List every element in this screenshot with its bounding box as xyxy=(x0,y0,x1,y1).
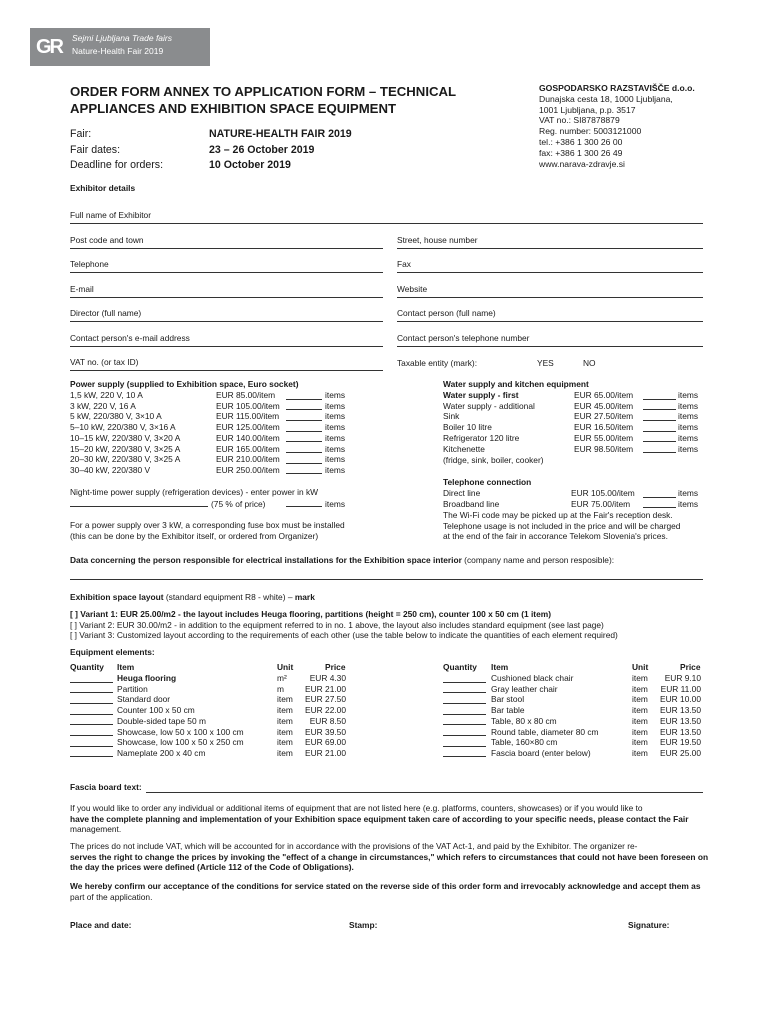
equipment-unit: item xyxy=(632,726,648,737)
paragraph-2 xyxy=(70,841,710,873)
telephone-qty-input[interactable] xyxy=(643,507,676,508)
fuse-note-line: For a power supply over 3 kW, a corresponding fuse box must be installed xyxy=(70,520,345,530)
power-item-price: EUR 105.00/item xyxy=(216,400,280,411)
water-item-price: EUR 45.00/item xyxy=(574,400,634,411)
water-item-price: EUR 55.00/item xyxy=(574,432,634,443)
equipment-unit: m xyxy=(277,683,284,694)
exhibitor-heading: Exhibitor details xyxy=(70,183,136,193)
equipment-price: EUR 9.10 xyxy=(664,673,701,683)
equipment-unit: item xyxy=(277,726,293,737)
p1-bold: have the complete planning and implementation of your Exhibition space equipment taken care of according to your specific needs, please contact the Fair xyxy=(70,813,689,824)
equipment-price: EUR 13.50 xyxy=(660,726,701,737)
field-label: Fax xyxy=(397,259,411,269)
equipment-unit: item xyxy=(632,694,648,705)
power-item-label: 20–30 kW, 220/380 V, 3×25 A xyxy=(70,454,181,465)
equipment-item: Showcase, low 100 x 50 x 250 cm xyxy=(117,737,244,748)
equipment-qty-input[interactable] xyxy=(443,714,486,715)
street-field[interactable] xyxy=(397,235,703,249)
director-field[interactable] xyxy=(70,308,383,322)
stamp-label: Stamp: xyxy=(349,920,378,930)
power-unit: items xyxy=(325,454,346,465)
equipment-item: Bar stool xyxy=(491,694,525,705)
water-unit: items xyxy=(678,400,699,411)
header-line1: Sejmi Ljubljana Trade fairs xyxy=(72,33,172,43)
equipment-item: Cushioned black chair xyxy=(491,673,574,683)
water-item-label: Sink xyxy=(443,411,460,422)
equipment-price: EUR 10.00 xyxy=(660,694,701,705)
power-qty-input[interactable] xyxy=(286,452,322,453)
eq-col-unit: Unit xyxy=(632,662,649,672)
telephone-note: at the end of the fair in accorance Telekom Slovenia's prices. xyxy=(443,531,668,542)
telephone-item-label: Broadband line xyxy=(443,498,500,509)
layout-heading-bold: Exhibition space layout xyxy=(70,592,164,602)
company-info xyxy=(539,83,695,169)
equipment-qty-input[interactable] xyxy=(70,735,113,736)
meta-label: Fair: xyxy=(70,128,92,140)
fax-field[interactable] xyxy=(397,259,703,273)
power-unit: items xyxy=(325,422,346,433)
field-label: Full name of Exhibitor xyxy=(70,210,151,220)
equipment-item: Round table, diameter 80 cm xyxy=(491,726,599,737)
equipment-qty-input[interactable] xyxy=(443,724,486,725)
eq-col-item: Item xyxy=(491,662,509,672)
company-name: GOSPODARSKO RAZSTAVIŠČE d.o.o. xyxy=(539,83,695,93)
equipment-unit: item xyxy=(277,737,293,748)
eq-col-quantity: Quantity xyxy=(443,662,477,672)
eq-col-quantity: Quantity xyxy=(70,662,104,672)
field-label: Contact person's e-mail address xyxy=(70,333,190,343)
equipment-item: Heuga flooring xyxy=(117,673,177,683)
telephone-note: The Wi-Fi code may be picked up at the Fair's reception desk. xyxy=(443,510,673,520)
telephone-item-price: EUR 75.00/item xyxy=(571,498,631,509)
taxable-yes[interactable]: YES xyxy=(537,358,554,368)
electrical-line[interactable] xyxy=(70,579,703,580)
equipment-item: Gray leather chair xyxy=(491,683,558,694)
water-unit: items xyxy=(678,422,699,433)
p3-end: part of the application. xyxy=(70,891,153,902)
company-line: VAT no.: SI87878879 xyxy=(539,115,620,126)
taxable-no[interactable]: NO xyxy=(583,358,596,368)
layout-variants xyxy=(70,609,618,641)
power-unit: items xyxy=(325,464,346,475)
water-unit: items xyxy=(678,432,699,443)
water-unit: items xyxy=(678,411,699,422)
power-item-label: 10–15 kW, 220/380 V, 3×20 A xyxy=(70,432,181,443)
meta-value: NATURE-HEALTH FAIR 2019 xyxy=(209,128,352,140)
header-text xyxy=(72,32,172,58)
equipment-unit: item xyxy=(632,683,648,694)
equipment-price: EUR 39.50 xyxy=(305,726,346,737)
electrical-text xyxy=(70,555,614,566)
signature-label: Signature: xyxy=(628,920,670,930)
equipment-qty-input[interactable] xyxy=(70,682,113,683)
power-item-label: 30–40 kW, 220/380 V xyxy=(70,464,151,475)
full-name-field[interactable] xyxy=(70,210,703,224)
vat-field[interactable] xyxy=(70,357,383,371)
power-item-price: EUR 250.00/item xyxy=(216,464,280,475)
power-qty-input[interactable] xyxy=(286,441,322,442)
water-qty-input[interactable] xyxy=(643,420,676,421)
taxable-label: Taxable entity (mark): xyxy=(397,358,478,368)
eq-col-price: Price xyxy=(325,662,346,672)
layout-heading xyxy=(70,592,315,603)
equipment-price: EUR 4.30 xyxy=(309,673,346,683)
equipment-unit: item xyxy=(277,715,293,726)
meta-value: 10 October 2019 xyxy=(209,159,291,171)
power-item-label: 5–10 kW, 220/380 V, 3×16 A xyxy=(70,422,176,433)
p1-normal: If you would like to order any individual or additional items of equipment that are not listed here (e.g. platforms, counters, showcases) or if you would like to xyxy=(70,803,643,813)
p2-normal: The prices do not include VAT, which will be accounted for in accordance with the provisions of the VAT Act-1, and paid by the Exhibitor. The organizer re- xyxy=(70,841,638,851)
power-item-price: EUR 140.00/item xyxy=(216,432,280,443)
electrical-normal: (company name and person resposible): xyxy=(461,555,615,565)
electrical-bold: Data concerning the person responsible for electrical installations for the Exhibition space interior xyxy=(70,555,462,565)
layout-heading-normal: (standard equipment R8 - white) – xyxy=(163,592,295,602)
water-item-label: Water supply - additional xyxy=(443,400,535,411)
eq-col-unit: Unit xyxy=(277,662,294,672)
equipment-price: EUR 11.00 xyxy=(660,683,701,694)
layout-heading-mark: mark xyxy=(294,592,315,602)
eq-col-price: Price xyxy=(680,662,701,672)
telephone-heading: Telephone connection xyxy=(443,477,532,487)
equipment-price: EUR 27.50 xyxy=(305,694,346,705)
field-label: Contact person's telephone number xyxy=(397,333,530,343)
telephone-unit: items xyxy=(678,488,699,498)
equipment-qty-input[interactable] xyxy=(70,724,113,725)
field-label: Street, house number xyxy=(397,235,478,245)
telephone-item-price: EUR 105.00/item xyxy=(571,488,635,498)
water-item-label: Refrigerator 120 litre xyxy=(443,432,520,443)
equipment-unit: m² xyxy=(277,673,287,683)
power-qty-input[interactable] xyxy=(286,431,322,432)
field-label: Telephone xyxy=(70,259,109,269)
power-item-price: EUR 125.00/item xyxy=(216,422,280,433)
water-qty-input[interactable] xyxy=(643,399,676,400)
equipment-qty-input[interactable] xyxy=(443,756,486,757)
water-qty-input[interactable] xyxy=(643,452,676,453)
equipment-item: Table, 80 x 80 cm xyxy=(491,715,557,726)
power-unit: items xyxy=(325,411,346,422)
equipment-qty-input[interactable] xyxy=(70,714,113,715)
p2-bold: the day the prices were defined (Article 112 of the Code of Obligations). xyxy=(70,862,354,873)
equipment-qty-input[interactable] xyxy=(443,682,486,683)
power-qty-input[interactable] xyxy=(286,473,322,474)
equipment-qty-input[interactable] xyxy=(443,692,486,693)
water-item-price: EUR 98.50/item xyxy=(574,443,634,454)
power-item-price: EUR 210.00/item xyxy=(216,454,280,465)
field-label: Director (full name) xyxy=(70,308,142,318)
field-label: Website xyxy=(397,284,428,294)
night-power-blank[interactable] xyxy=(70,506,208,507)
equipment-price: EUR 21.00 xyxy=(305,747,346,758)
equipment-unit: item xyxy=(632,747,648,758)
equipment-item: Double-sided tape 50 m xyxy=(117,715,206,726)
contact-person-field[interactable] xyxy=(397,308,703,322)
night-power-pct: (75 % of price) xyxy=(211,499,266,509)
power-item-price: EUR 165.00/item xyxy=(216,443,280,454)
equipment-item: Fascia board (enter below) xyxy=(491,747,591,758)
water-item-price: EUR 27.50/item xyxy=(574,411,634,422)
fascia-label: Fascia board text: xyxy=(70,782,142,792)
post-code-field[interactable] xyxy=(70,235,383,249)
equipment-item: Counter 100 x 50 cm xyxy=(117,705,195,716)
night-power-qty[interactable] xyxy=(286,506,322,507)
telephone-notes xyxy=(443,510,680,542)
equipment-price: EUR 22.00 xyxy=(305,705,346,716)
equipment-item: Showcase, low 50 x 100 x 100 cm xyxy=(117,726,244,737)
water-item-label: Boiler 10 litre xyxy=(443,422,492,433)
power-item-price: EUR 85.00/item xyxy=(216,390,276,400)
place-date-label: Place and date: xyxy=(70,920,132,930)
power-unit: items xyxy=(325,390,346,400)
power-qty-input[interactable] xyxy=(286,463,322,464)
p1-end: management. xyxy=(70,824,122,835)
fuse-note xyxy=(70,520,345,541)
meta-value: 23 – 26 October 2019 xyxy=(209,143,315,156)
equipment-price: EUR 19.50 xyxy=(660,737,701,748)
fuse-note-line: (this can be done by the Exhibitor itself, or ordered from Organizer) xyxy=(70,530,319,541)
water-unit: items xyxy=(678,443,699,454)
p3-bold: We hereby confirm our acceptance of the conditions for service stated on the reverse side of this order form and irrevocably acknowledge and accept them as xyxy=(70,881,701,891)
equipment-unit: item xyxy=(632,737,648,748)
equipment-price: EUR 25.00 xyxy=(660,747,701,758)
power-unit: items xyxy=(325,432,346,443)
page-title: ORDER FORM ANNEX TO APPLICATION FORM – TECHNICAL APPLIANCES AND EXHIBITION SPACE EQUIPMENT xyxy=(70,84,456,116)
equipment-item: Partition xyxy=(117,683,148,694)
equipment-unit: item xyxy=(277,747,293,758)
fair-meta-labels xyxy=(70,127,163,174)
equipment-price: EUR 69.00 xyxy=(305,737,346,748)
night-power-text: Night-time power supply (refrigeration devices) - enter power in kW xyxy=(70,487,319,497)
company-line: Dunajska cesta 18, 1000 Ljubljana, xyxy=(539,93,673,104)
paragraph-1 xyxy=(70,803,710,835)
power-unit: items xyxy=(325,400,346,411)
company-line: fax: +386 1 300 26 49 xyxy=(539,147,623,158)
power-item-label: 5 kW, 220/380 V, 3×10 A xyxy=(70,411,162,422)
power-qty-input[interactable] xyxy=(286,399,322,400)
water-item-label: Water supply - first xyxy=(443,390,519,400)
fascia-input[interactable] xyxy=(146,792,703,793)
power-unit: items xyxy=(325,443,346,454)
equipment-unit: item xyxy=(277,694,293,705)
company-line: www.narava-zdravje.si xyxy=(539,158,625,169)
equipment-item: Bar table xyxy=(491,705,525,716)
equipment-qty-input[interactable] xyxy=(443,735,486,736)
gr-logo: GR xyxy=(36,36,62,58)
equipment-heading: Equipment elements: xyxy=(70,647,155,657)
meta-label: Deadline for orders: xyxy=(70,159,164,171)
paragraph-3 xyxy=(70,881,710,902)
water-qty-input[interactable] xyxy=(643,431,676,432)
header-line2: Nature-Health Fair 2019 xyxy=(72,46,164,56)
company-line: Reg. number: 5003121000 xyxy=(539,126,642,137)
website-field[interactable] xyxy=(397,284,703,298)
contact-phone-field[interactable] xyxy=(397,333,703,347)
power-item-label: 1,5 kW, 220 V, 10 A xyxy=(70,390,143,400)
email-field[interactable] xyxy=(70,284,383,298)
equipment-unit: item xyxy=(277,705,293,716)
field-label: Contact person (full name) xyxy=(397,308,496,318)
equipment-qty-input[interactable] xyxy=(70,756,113,757)
equipment-price: EUR 8.50 xyxy=(309,715,346,726)
telephone-unit: items xyxy=(678,498,699,509)
water-item-price: EUR 16.50/item xyxy=(574,422,634,433)
equipment-unit: item xyxy=(632,673,648,683)
night-power-unit: items xyxy=(325,499,346,509)
power-item-price: EUR 115.00/item xyxy=(216,411,280,422)
variant-2[interactable]: [ ] Variant 2: EUR 30.00/m2 - in addition to the equipment referred to in no. 1 above, the layout also includes standard equipment (see last page) xyxy=(70,619,604,630)
company-line: tel.: +386 1 300 26 00 xyxy=(539,136,623,147)
field-label: E-mail xyxy=(70,284,94,294)
telephone-field[interactable] xyxy=(70,259,383,273)
equipment-unit: item xyxy=(632,715,648,726)
company-line: 1001 Ljubljana, p.p. 3517 xyxy=(539,104,636,115)
equipment-unit: item xyxy=(632,705,648,716)
equipment-item: Table, 160×80 cm xyxy=(491,737,558,748)
water-qty-input[interactable] xyxy=(643,409,676,410)
power-item-label: 15–20 kW, 220/380 V, 3×25 A xyxy=(70,443,181,454)
power-qty-input[interactable] xyxy=(286,420,322,421)
fair-meta-values xyxy=(209,127,352,174)
telephone-qty-input[interactable] xyxy=(643,497,676,498)
variant-3[interactable]: [ ] Variant 3: Customized layout according to the requirements of each other (use the table below to indicate the quantities of each element required) xyxy=(70,630,618,641)
telephone-item-label: Direct line xyxy=(443,488,481,498)
power-item-label: 3 kW, 220 V, 16 A xyxy=(70,400,136,411)
equipment-qty-input[interactable] xyxy=(70,703,113,704)
field-label: Post code and town xyxy=(70,235,144,245)
water-qty-input[interactable] xyxy=(643,441,676,442)
power-heading: Power supply (supplied to Exhibition space, Euro socket) xyxy=(70,379,299,389)
power-qty-input[interactable] xyxy=(286,409,322,410)
equipment-qty-input[interactable] xyxy=(70,746,113,747)
equipment-price: EUR 21.00 xyxy=(305,683,346,694)
kitchen-note: (fridge, sink, boiler, cooker) xyxy=(443,455,544,465)
water-item-label: Kitchenette xyxy=(443,443,485,454)
equipment-item: Standard door xyxy=(117,694,171,705)
field-label: VAT no. (or tax ID) xyxy=(70,357,139,367)
equipment-qty-input[interactable] xyxy=(70,692,113,693)
equipment-price: EUR 13.50 xyxy=(660,705,701,716)
water-heading: Water supply and kitchen equipment xyxy=(443,379,589,389)
water-unit: items xyxy=(678,390,699,400)
p2-bold: serves the right to change the prices by invoking the "effect of a change in circumstances," which refers to circumstances that could not have been foreseen on xyxy=(70,851,709,862)
equipment-qty-input[interactable] xyxy=(443,746,486,747)
water-item-price: EUR 65.00/item xyxy=(574,390,634,400)
variant-1[interactable]: [ ] Variant 1: EUR 25.00/m2 - the layout includes Heuga flooring, partitions (height = 250 cm), counter 100 x 50 cm (1 item) xyxy=(70,609,551,619)
equipment-item: Nameplate 200 x 40 cm xyxy=(117,747,206,758)
meta-label: Fair dates: xyxy=(70,143,121,156)
equipment-qty-input[interactable] xyxy=(443,703,486,704)
equipment-price: EUR 13.50 xyxy=(660,715,701,726)
eq-col-item: Item xyxy=(117,662,135,672)
telephone-note: Telephone usage is not included in the price and will be charged xyxy=(443,520,681,531)
contact-email-field[interactable] xyxy=(70,333,383,347)
